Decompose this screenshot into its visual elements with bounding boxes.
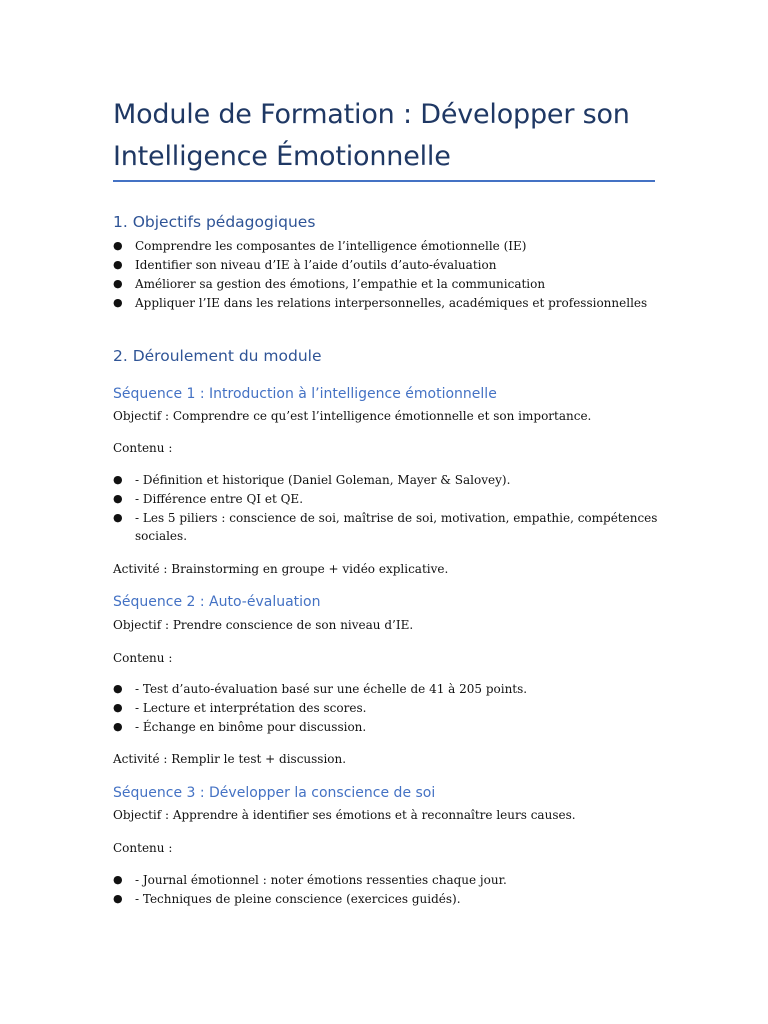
title-line-2: Intelligence Émotionnelle bbox=[113, 141, 451, 172]
bullet-icon: ● bbox=[113, 720, 123, 733]
list-item: ● - Différence entre QI et QE. bbox=[113, 492, 304, 506]
list-item: ● - Techniques de pleine conscience (exercices guidés). bbox=[113, 892, 461, 906]
list-item: ● - Définition et historique (Daniel Goleman, Mayer & Salovey). bbox=[113, 473, 511, 487]
list-item: ● Comprendre les composantes de l’intelligence émotionnelle (IE) bbox=[113, 239, 527, 253]
heading-sequence-1: Séquence 1 : Introduction à l’intelligence émotionnelle bbox=[113, 386, 497, 402]
sequence-1-objectif: Objectif : Comprendre ce qu’est l’intelligence émotionnelle et son importance. bbox=[113, 409, 592, 423]
list-item: ● - Les 5 piliers : conscience de soi, maîtrise de soi, motivation, empathie, compétences sociales. bbox=[113, 511, 658, 543]
sequence-1-list bbox=[113, 471, 658, 546]
heading-sequence-2: Séquence 2 : Auto-évaluation bbox=[113, 594, 321, 610]
sequence-1-contenu-label: Contenu : bbox=[113, 441, 173, 455]
sequence-3-contenu-label: Contenu : bbox=[113, 841, 173, 855]
heading-sequence-3: Séquence 3 : Développer la conscience de soi bbox=[113, 785, 436, 801]
bullet-icon: ● bbox=[113, 682, 123, 695]
bullet-icon: ● bbox=[113, 492, 123, 505]
sequence-3-list bbox=[113, 871, 658, 909]
bullet-icon: ● bbox=[113, 511, 123, 524]
sequence-2-list bbox=[113, 680, 658, 737]
bullet-icon: ● bbox=[113, 873, 123, 886]
list-item: ● - Échange en binôme pour discussion. bbox=[113, 720, 367, 734]
sequence-2-activite: Activité : Remplir le test + discussion. bbox=[113, 752, 347, 766]
sequence-2-objectif: Objectif : Prendre conscience de son niveau d’IE. bbox=[113, 618, 414, 632]
bullet-icon: ● bbox=[113, 892, 123, 905]
list-item: ● - Journal émotionnel : noter émotions ressenties chaque jour. bbox=[113, 873, 507, 887]
sequence-3-objectif: Objectif : Apprendre à identifier ses émotions et à reconnaître leurs causes. bbox=[113, 808, 576, 822]
title-underline bbox=[113, 180, 655, 182]
bullet-icon: ● bbox=[113, 277, 123, 290]
sequence-2-contenu-label: Contenu : bbox=[113, 651, 173, 665]
bullet-icon: ● bbox=[113, 701, 123, 714]
list-item: ● - Lecture et interprétation des scores. bbox=[113, 701, 367, 715]
title-line-1: Module de Formation : Développer son bbox=[113, 99, 630, 130]
objectifs-list bbox=[113, 237, 658, 313]
list-item: ● - Test d’auto-évaluation basé sur une échelle de 41 à 205 points. bbox=[113, 682, 528, 696]
bullet-icon: ● bbox=[113, 296, 123, 309]
bullet-icon: ● bbox=[113, 473, 123, 486]
sequence-1-activite: Activité : Brainstorming en groupe + vidéo explicative. bbox=[113, 562, 449, 576]
list-item: ● Améliorer sa gestion des émotions, l’empathie et la communication bbox=[113, 277, 546, 291]
list-item: ● Appliquer l’IE dans les relations interpersonnelles, académiques et professionnelles bbox=[113, 296, 648, 310]
heading-objectifs: 1. Objectifs pédagogiques bbox=[113, 213, 316, 231]
document-title bbox=[113, 94, 658, 178]
heading-deroulement: 2. Déroulement du module bbox=[113, 347, 322, 365]
list-item: ● Identifier son niveau d’IE à l’aide d’outils d’auto-évaluation bbox=[113, 258, 497, 272]
bullet-icon: ● bbox=[113, 258, 123, 271]
bullet-icon: ● bbox=[113, 239, 123, 252]
